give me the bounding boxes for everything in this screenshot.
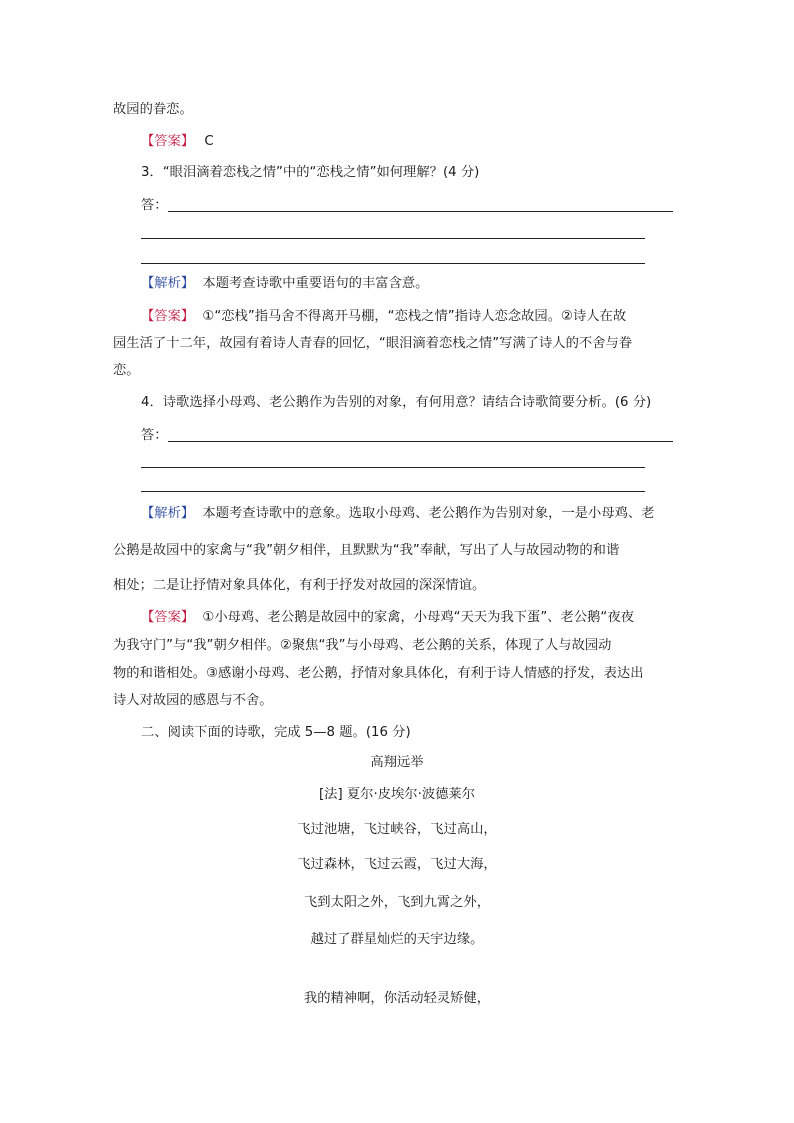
poem-line: 飞到太阳之外，飞到九霄之外， xyxy=(303,895,491,910)
q3-answer-prompt: 答： xyxy=(141,198,168,213)
analysis-line: 公鹅是故园中的家禽与“我”朝夕相伴，且默默为“我”奉献，写出了人与故园动物的和谐 xyxy=(113,543,620,558)
answer-line: 物的和谐相处。③感谢小母鸡、老公鹅，抒情对象具体化，有利于诗人情感的抒发，表达出 xyxy=(113,666,644,681)
q4-answer-line-1[interactable] xyxy=(168,441,673,442)
answer-label: 【答案】 xyxy=(141,309,195,324)
q3-analysis xyxy=(141,275,428,293)
q3-answer-line-3[interactable] xyxy=(141,263,645,264)
poem-title: 高翔远举 xyxy=(370,755,424,770)
q4-answer-line-3[interactable] xyxy=(141,491,645,492)
analysis-label: 【解析】 xyxy=(141,506,195,521)
q4-analysis xyxy=(141,505,655,523)
analysis-text: 本题考查诗歌中重要语句的丰富含意。 xyxy=(202,276,429,291)
answer-line: 恋。 xyxy=(113,363,140,378)
answer-text: C xyxy=(204,134,214,149)
answer-label: 【答案】 xyxy=(141,610,195,625)
answer-line: 为我守门”与“我”朝夕相伴。②聚焦“我”与小母鸡、老公鹅的关系，体现了人与故园动 xyxy=(113,638,612,653)
q3-answer-line-2[interactable] xyxy=(141,238,645,239)
q4-answer-prompt: 答： xyxy=(141,428,168,443)
q2-tail-text: 故园的眷恋。 xyxy=(113,102,193,117)
analysis-label: 【解析】 xyxy=(141,276,195,291)
poem-author: [法] 夏尔·皮埃尔·波德莱尔 xyxy=(318,787,476,802)
q2-answer xyxy=(141,133,214,151)
answer-label: 【答案】 xyxy=(141,134,195,149)
poem-line: 飞过池塘，飞过峡谷，飞过高山， xyxy=(297,822,497,837)
answer-line: ①小母鸡、老公鹅是故园中的家禽，小母鸡“天天为我下蛋”、老公鹅“夜夜 xyxy=(202,610,634,625)
analysis-line: 相处；二是让抒情对象具体化，有利于抒发对故园的深深情谊。 xyxy=(113,578,486,593)
q4-answer-line-2[interactable] xyxy=(141,467,645,468)
answer-line: 园生活了十二年，故园有着诗人青春的回忆，“眼泪滴着恋栈之情”写满了诗人的不舍与眷 xyxy=(113,336,633,351)
answer-line: 诗人对故园的感恩与不舍。 xyxy=(113,693,273,708)
q3-answer xyxy=(141,308,626,326)
q4-answer xyxy=(141,609,634,627)
poem-line: 我的精神啊，你活动轻灵矫健， xyxy=(303,991,491,1006)
analysis-line: 本题考查诗歌中的意象。选取小母鸡、老公鹅作为告别对象，一是小母鸡、老 xyxy=(202,506,655,521)
q3-answer-line-1[interactable] xyxy=(168,211,673,212)
poem-line: 越过了群星灿烂的天宇边缘。 xyxy=(310,932,484,947)
answer-line: ①“恋栈”指马舍不得离开马棚，“恋栈之情”指诗人恋念故园。②诗人在故 xyxy=(202,309,627,324)
q4-question: 4．诗歌选择小母鸡、老公鹅作为告别的对象，有何用意？请结合诗歌简要分析。(6 分) xyxy=(141,395,652,410)
section2-heading: 二、阅读下面的诗歌，完成 5—8 题。(16 分) xyxy=(141,725,411,740)
q3-question: 3．“眼泪滴着恋栈之情”中的“恋栈之情”如何理解？(4 分) xyxy=(141,165,480,180)
poem-line: 飞过森林，飞过云霞，飞过大海， xyxy=(297,857,497,872)
